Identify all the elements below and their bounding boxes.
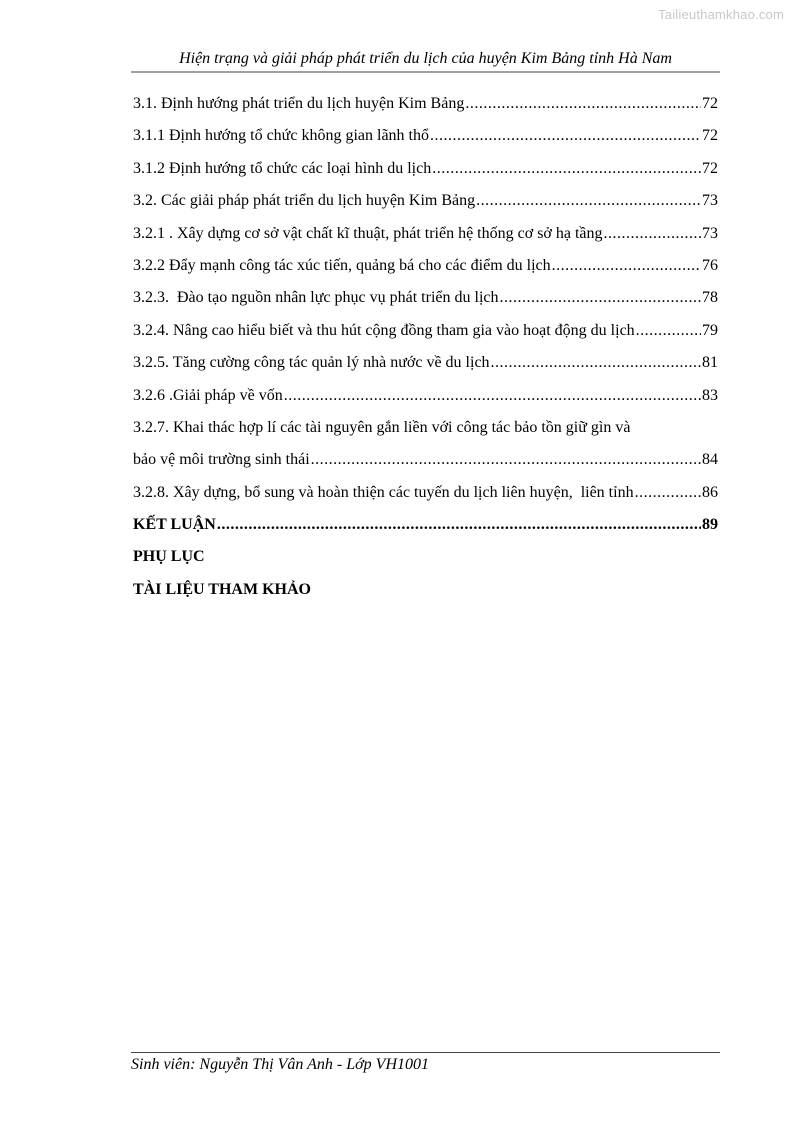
header-divider bbox=[131, 71, 720, 73]
table-of-contents bbox=[133, 94, 718, 612]
toc-entry[interactable] bbox=[133, 256, 718, 288]
toc-entry-page: 84 bbox=[702, 451, 718, 469]
toc-entry-page: 86 bbox=[702, 483, 718, 501]
watermark: Tailieuthamkhao.com bbox=[658, 7, 784, 22]
toc-entry-label: TÀI LIỆU THAM KHẢO bbox=[133, 580, 311, 598]
toc-entry-label: 3.2.2 Đẩy mạnh công tác xúc tiến, quảng bá cho các điểm du lịch bbox=[133, 256, 551, 274]
toc-entry-page: 78 bbox=[702, 289, 718, 307]
toc-entry-label: 3.2.3. Đào tạo nguồn nhân lực phục vụ phát triển du lịch bbox=[133, 289, 499, 307]
toc-entry-page: 72 bbox=[702, 95, 718, 112]
dot-leader bbox=[636, 321, 701, 341]
toc-entry[interactable] bbox=[133, 353, 718, 385]
dot-leader bbox=[552, 256, 701, 276]
toc-entry[interactable] bbox=[133, 224, 718, 256]
dot-leader bbox=[499, 288, 701, 308]
dot-leader bbox=[476, 191, 701, 211]
running-footer: Sinh viên: Nguyễn Thị Vân Anh - Lớp VH1001 bbox=[131, 1056, 429, 1073]
toc-entry-label: 3.2.4. Nâng cao hiểu biết và thu hút cộng đồng tham gia vào hoạt động du lịch bbox=[133, 321, 635, 339]
toc-entry[interactable] bbox=[133, 386, 718, 418]
toc-entry[interactable] bbox=[133, 418, 718, 450]
toc-entry-label: 3.2.1 . Xây dựng cơ sở vật chất kĩ thuật, phát triển hệ thống cơ sở hạ tầng bbox=[133, 224, 603, 242]
toc-entry-continuation[interactable] bbox=[133, 450, 718, 482]
toc-entry-references[interactable] bbox=[133, 580, 718, 612]
dot-leader bbox=[217, 515, 701, 535]
toc-entry-page: 89 bbox=[702, 516, 718, 534]
dot-leader bbox=[311, 450, 701, 470]
dot-leader bbox=[430, 126, 701, 146]
toc-entry-page: 83 bbox=[702, 386, 718, 404]
toc-entry-label: 3.1. Định hướng phát triển du lịch huyện Kim Bảng bbox=[133, 95, 465, 112]
toc-entry[interactable] bbox=[133, 191, 718, 223]
toc-entry-page: 73 bbox=[702, 224, 718, 242]
toc-entry[interactable] bbox=[133, 159, 718, 191]
footer-divider bbox=[131, 1052, 720, 1053]
toc-entry-page: 73 bbox=[702, 192, 718, 210]
toc-entry-label: bảo vệ môi trường sinh thái bbox=[133, 451, 310, 469]
toc-entry-appendix[interactable] bbox=[133, 547, 718, 579]
toc-entry-label: 3.1.2 Định hướng tổ chức các loại hình du lịch bbox=[133, 159, 432, 177]
running-header: Hiện trạng và giải pháp phát triển du lịch của huyện Kim Bảng tỉnh Hà Nam bbox=[179, 50, 672, 67]
toc-entry-label: 3.1.1 Định hướng tổ chức không gian lãnh thổ bbox=[133, 127, 429, 145]
dot-leader bbox=[635, 483, 701, 503]
toc-entry-label: PHỤ LỤC bbox=[133, 548, 205, 566]
dot-leader bbox=[465, 94, 701, 114]
dot-leader bbox=[432, 159, 701, 179]
toc-entry[interactable] bbox=[133, 288, 718, 320]
toc-entry-page: 76 bbox=[702, 256, 718, 274]
toc-entry[interactable] bbox=[133, 483, 718, 515]
toc-entry-label: 3.2.8. Xây dựng, bổ sung và hoàn thiện các tuyến du lịch liên huyện, liên tỉnh bbox=[133, 483, 634, 501]
dot-leader bbox=[284, 386, 701, 406]
toc-entry-page: 72 bbox=[702, 127, 718, 145]
toc-entry-page: 79 bbox=[702, 321, 718, 339]
toc-entry-label: 3.2.6 .Giải pháp về vốn bbox=[133, 386, 283, 404]
toc-entry[interactable] bbox=[133, 126, 718, 158]
toc-entry-label: KẾT LUẬN bbox=[133, 516, 216, 534]
toc-entry-label: 3.2.5. Tăng cường công tác quản lý nhà nước về du lịch bbox=[133, 354, 490, 372]
dot-leader bbox=[604, 224, 701, 244]
dot-leader bbox=[491, 353, 701, 373]
toc-entry-label: 3.2.7. Khai thác hợp lí các tài nguyên gắn liền với công tác bảo tồn giữ gìn và bbox=[133, 418, 631, 436]
toc-entry-page: 81 bbox=[702, 354, 718, 372]
toc-entry[interactable] bbox=[133, 321, 718, 353]
toc-entry-conclusion[interactable] bbox=[133, 515, 718, 547]
toc-entry-page: 72 bbox=[702, 159, 718, 177]
toc-entry[interactable] bbox=[133, 94, 718, 126]
toc-entry-label: 3.2. Các giải pháp phát triển du lịch huyện Kim Bảng bbox=[133, 192, 476, 210]
